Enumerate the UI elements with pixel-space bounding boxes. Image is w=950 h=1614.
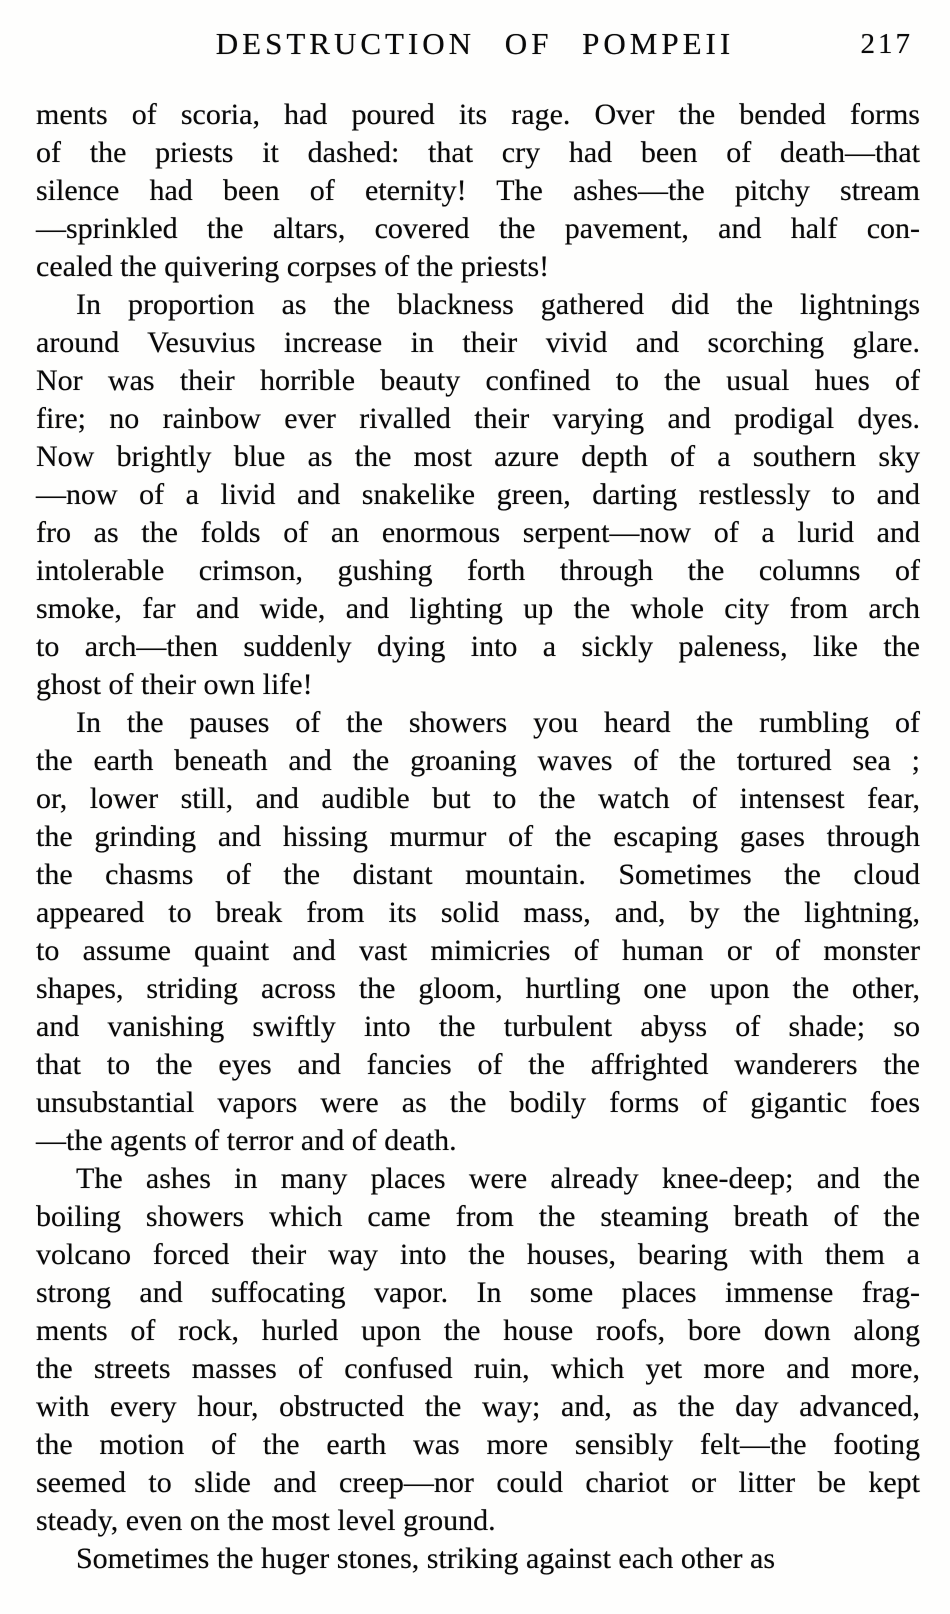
running-head-title: DESTRUCTION OF POMPEII [215, 26, 735, 61]
text-line: Nor was their horrible beauty confined to the usual hues of [36, 364, 920, 397]
text-line: the chasms of the distant mountain. Sometimes the cloud [36, 858, 920, 891]
text-line: Sometimes the huger stones, striking against each other as [76, 1542, 776, 1575]
page-body [36, 96, 920, 1578]
text-line: —the agents of terror and of death. [36, 1124, 457, 1157]
text-line: the grinding and hissing murmur of the escaping gases through [36, 820, 920, 853]
page-number: 217 [860, 28, 913, 60]
text-line: The ashes in many places were already knee-deep; and the [76, 1162, 920, 1195]
text-line: to assume quaint and vast mimicries of human or of monster [36, 934, 920, 967]
text-line: the motion of the earth was more sensibly felt—the footing [36, 1428, 920, 1461]
text-line: In the pauses of the showers you heard the rumbling of [76, 706, 920, 739]
text-line: volcano forced their way into the houses, bearing with them a [36, 1238, 920, 1271]
text-line: shapes, striding across the gloom, hurtling one upon the other, [36, 972, 920, 1005]
text-line: —sprinkled the altars, covered the pavement, and half con- [36, 212, 920, 245]
text-line: the earth beneath and the groaning waves of the tortured sea ; [36, 744, 920, 777]
text-line: boiling showers which came from the steaming breath of the [36, 1200, 920, 1233]
text-line: or, lower still, and audible but to the watch of intensest fear, [36, 782, 920, 815]
text-line: around Vesuvius increase in their vivid and scorching glare. [36, 326, 920, 359]
paragraph [36, 704, 920, 1160]
text-line: and vanishing swiftly into the turbulent abyss of shade; so [36, 1010, 920, 1043]
text-line: ments of rock, hurled upon the house roofs, bore down along [36, 1314, 920, 1347]
paragraph [36, 286, 920, 704]
text-line: fro as the folds of an enormous serpent—now of a lurid and [36, 516, 920, 549]
text-line: with every hour, obstructed the way; and, as the day advanced, [36, 1390, 920, 1423]
text-line: steady, even on the most level ground. [36, 1504, 496, 1537]
text-line: cealed the quivering corpses of the priests! [36, 250, 550, 283]
paragraph [36, 1160, 920, 1540]
text-line: that to the eyes and fancies of the affrighted wanderers the [36, 1048, 920, 1081]
text-line: —now of a livid and snakelike green, darting restlessly to and [36, 478, 920, 511]
text-line: strong and suffocating vapor. In some places immense frag- [36, 1276, 920, 1309]
text-line: unsubstantial vapors were as the bodily forms of gigantic foes [36, 1086, 920, 1119]
text-line: appeared to break from its solid mass, and, by the lightning, [36, 896, 920, 929]
text-line: seemed to slide and creep—nor could chariot or litter be kept [36, 1466, 920, 1499]
paragraph [36, 96, 920, 286]
paragraph [36, 1540, 920, 1578]
text-line: to arch—then suddenly dying into a sickly paleness, like the [36, 630, 920, 663]
text-line: of the priests it dashed: that cry had been of death—that [36, 136, 920, 169]
text-line: In proportion as the blackness gathered did the lightnings [76, 288, 920, 321]
text-line: silence had been of eternity! The ashes—the pitchy stream [36, 174, 920, 207]
text-line: the streets masses of confused ruin, which yet more and more, [36, 1352, 920, 1385]
page-header [0, 0, 950, 80]
text-line: smoke, far and wide, and lighting up the whole city from arch [36, 592, 920, 625]
text-line: intolerable crimson, gushing forth through the columns of [36, 554, 920, 587]
text-line: ghost of their own life! [36, 668, 313, 701]
text-line: ments of scoria, had poured its rage. Over the bended forms [36, 98, 920, 131]
text-line: fire; no rainbow ever rivalled their varying and prodigal dyes. [36, 402, 920, 435]
text-line: Now brightly blue as the most azure depth of a southern sky [36, 440, 920, 473]
